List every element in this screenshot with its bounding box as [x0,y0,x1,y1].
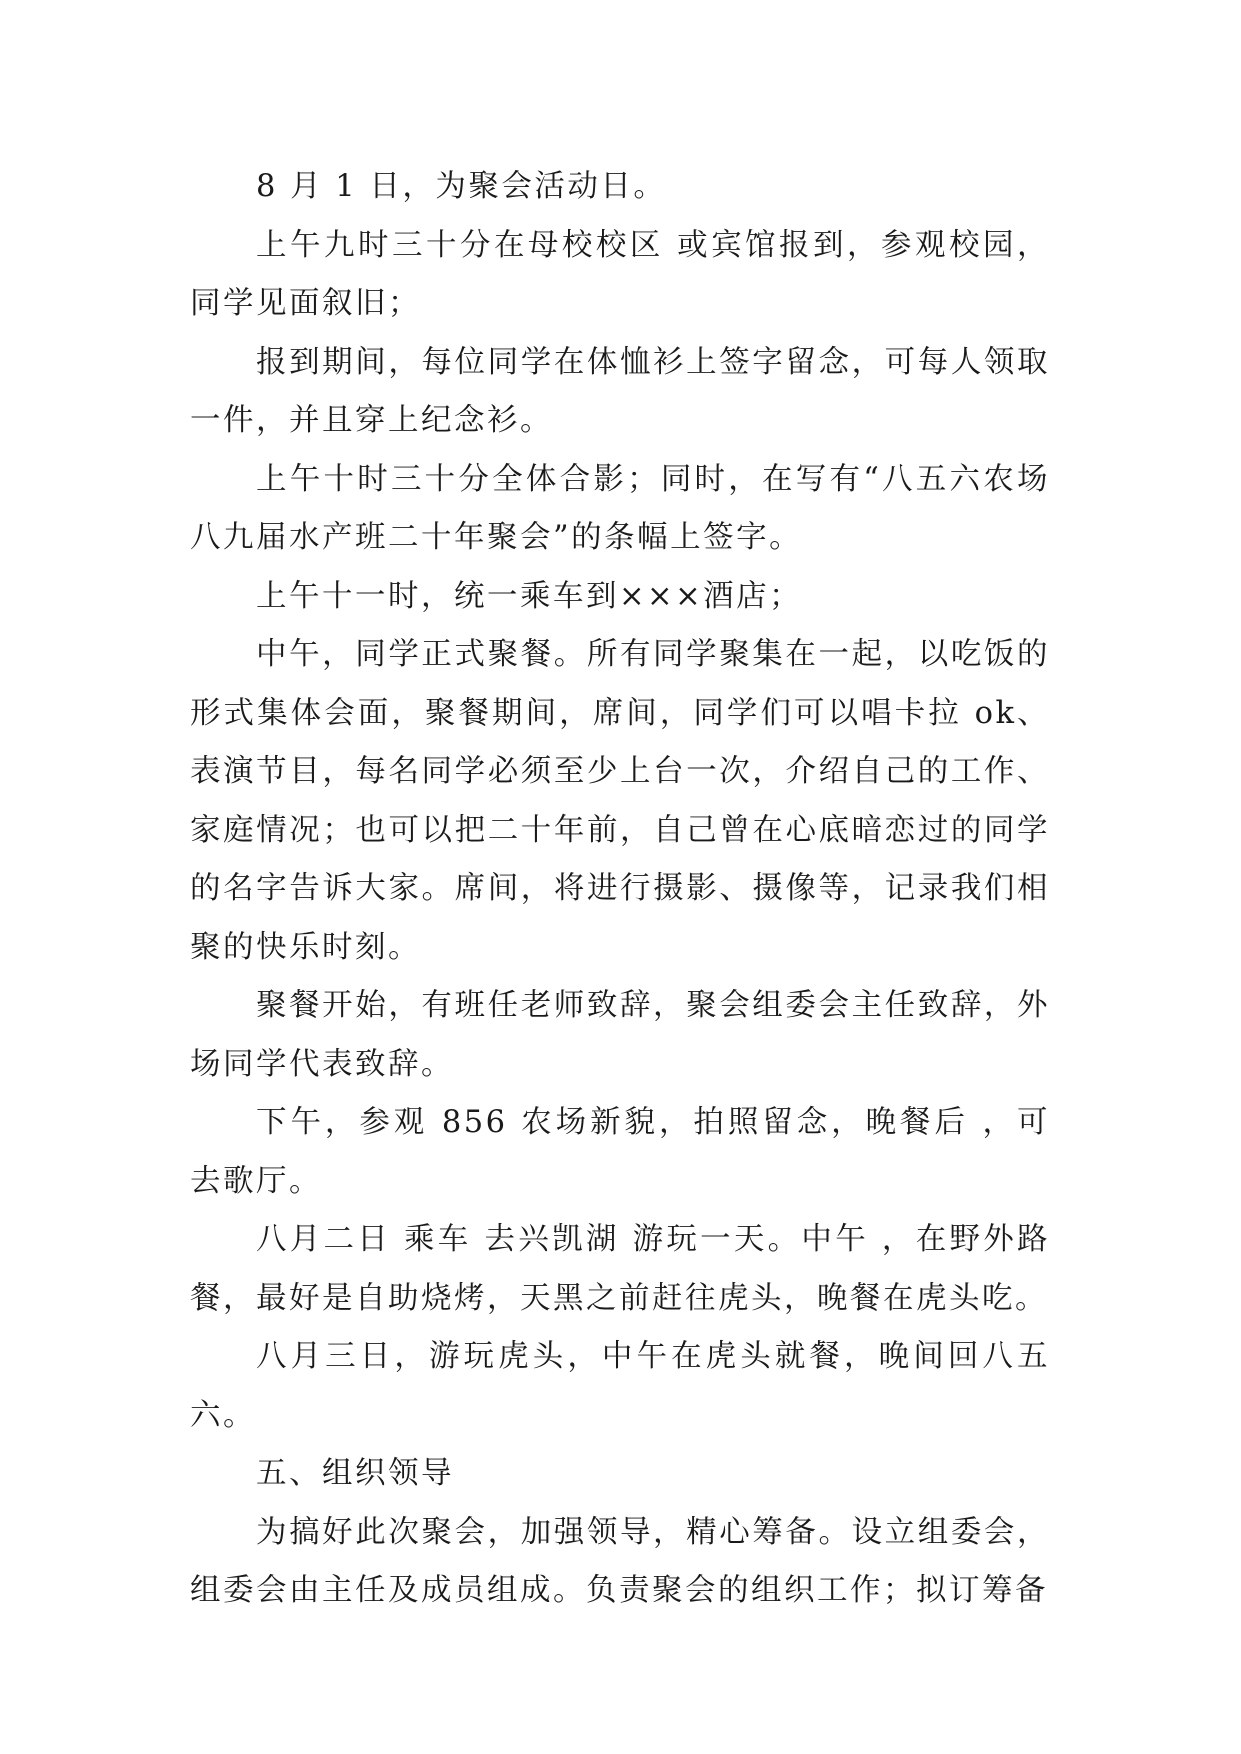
paragraph-tshirt-signing: 报到期间，每位同学在体恤衫上签字留念，可每人领取一件，并且穿上纪念衫。 [190,344,1050,438]
paragraph-transport-hotel: 上午十一时，统一乘车到×××酒店； [256,578,803,614]
document-body [190,158,1050,1621]
paragraph-event-day: 8 月 1 日，为聚会活动日。 [256,169,667,204]
section-heading-organization: 五、组织领导 [256,1456,454,1491]
paragraph-group-photo: 上午十时三十分全体合影；同时，在写有“八五六农场八九届水产班二十年聚会”的条幅上签字。 [190,461,1050,555]
paragraph-august-third: 八月三日，游玩虎头，中午在虎头就餐，晚间回八五六。 [190,1339,1050,1433]
paragraph-committee: 为搞好此次聚会，加强领导，精心筹备。设立组委会，组委会由主任及成员组成。负责聚会的组织工作；拟订筹备 [190,1514,1050,1608]
paragraph-afternoon-visit: 下午，参观 856 农场新貌，拍照留念，晚餐后 ，可去歌厅。 [190,1105,1050,1199]
paragraph-august-second: 八月二日 乘车 去兴凯湖 游玩一天。中午 ，在野外路餐，最好是自助烧烤，天黑之前赶往虎头，晚餐在虎头吃。 [190,1222,1050,1316]
paragraph-speeches: 聚餐开始，有班任老师致辞，聚会组委会主任致辞，外场同学代表致辞。 [190,988,1050,1082]
paragraph-lunch-gathering: 中午，同学正式聚餐。所有同学聚集在一起，以吃饭的形式集体会面，聚餐期间，席间，同学们可以唱卡拉 ok、表演节目，每名同学必须至少上台一次，介绍自己的工作、家庭情况；也可以把二十年前，自己曾在心底暗恋过的同学的名字告诉大家。席间，将进行摄影、摄像等，记录我们相聚的快乐时刻。 [190,637,1050,965]
paragraph-registration: 上午九时三十分在母校校区 或宾馆报到，参观校园，同学见面叙旧； [190,227,1050,321]
